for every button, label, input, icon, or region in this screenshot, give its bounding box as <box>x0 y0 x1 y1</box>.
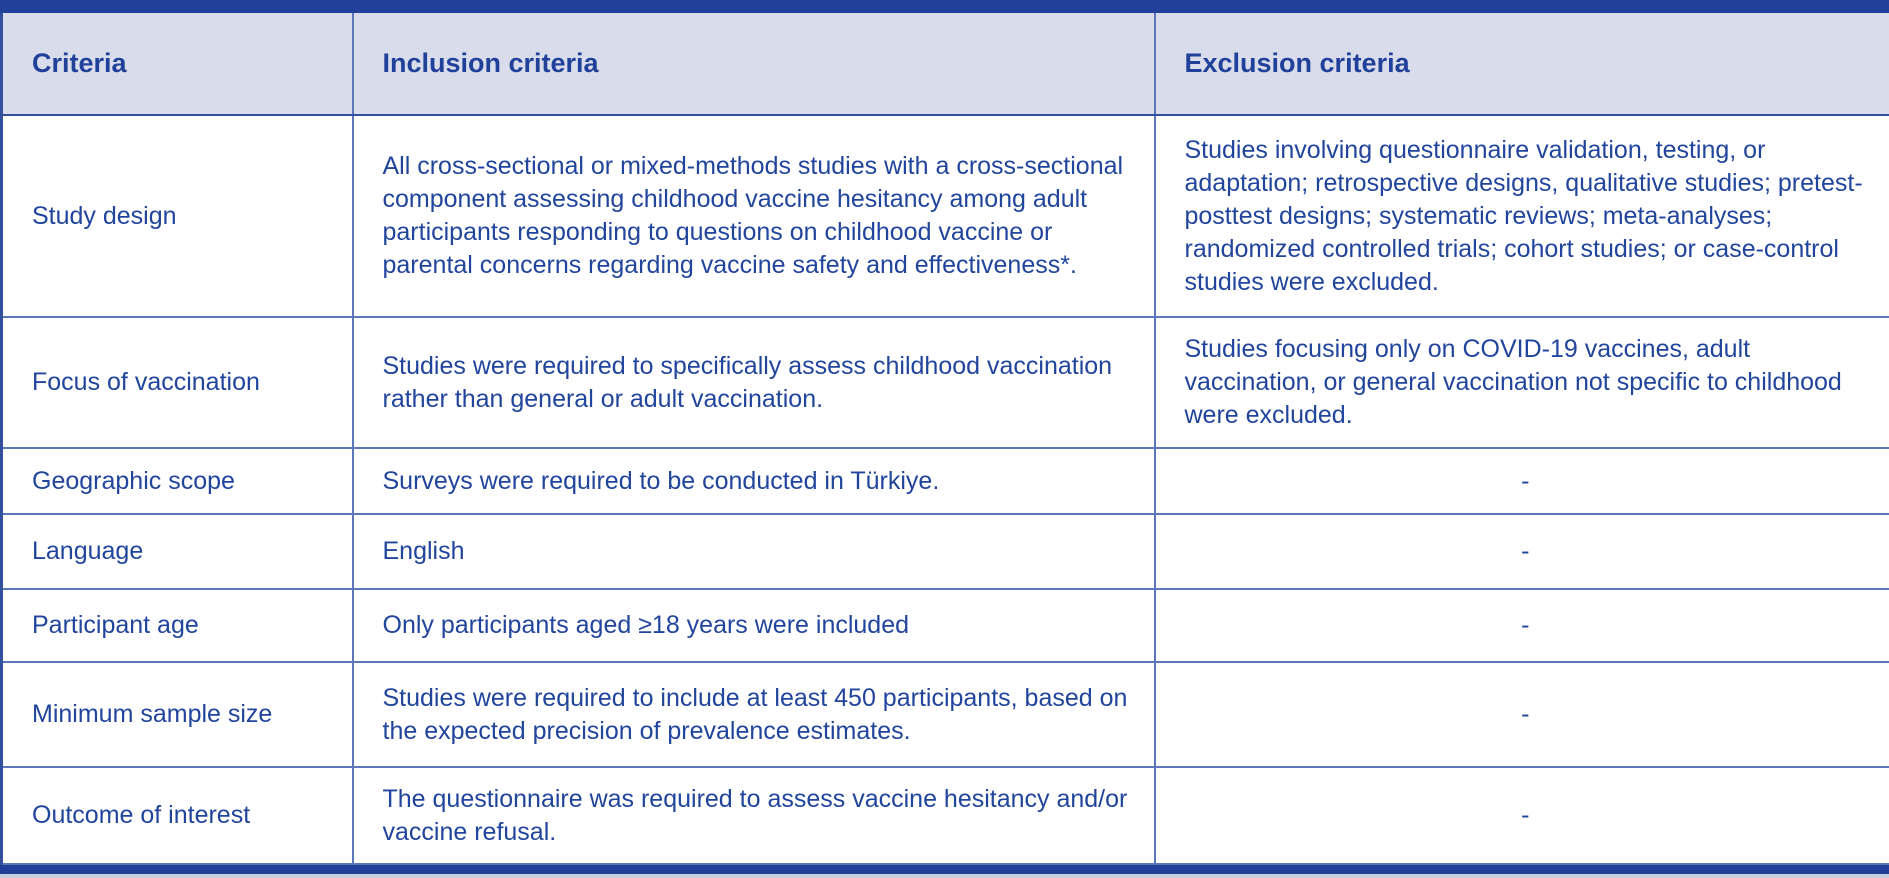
exclusion-cell: - <box>1155 514 1889 589</box>
exclusion-cell: Studies focusing only on COVID-19 vaccines, adult vaccination, or general vaccination not specific to childhood were excluded. <box>1155 317 1889 448</box>
table-row-study-design <box>2 115 1889 317</box>
column-header-inclusion-criteria: Inclusion criteria <box>353 13 1155 115</box>
table-bottom-border <box>0 865 1889 874</box>
table-row-minimum-sample-size <box>2 662 1889 767</box>
table-top-border <box>0 0 1889 13</box>
table-header-row <box>2 13 1889 115</box>
criteria-cell: Participant age <box>2 589 353 662</box>
inclusion-cell: Studies were required to specifically assess childhood vaccination rather than general or adult vaccination. <box>353 317 1155 448</box>
inclusion-cell: English <box>353 514 1155 589</box>
inclusion-cell: Surveys were required to be conducted in Türkiye. <box>353 448 1155 514</box>
exclusion-cell: - <box>1155 448 1889 514</box>
criteria-cell: Geographic scope <box>2 448 353 514</box>
table-row-focus-of-vaccination <box>2 317 1889 448</box>
exclusion-cell: - <box>1155 767 1889 864</box>
criteria-cell: Focus of vaccination <box>2 317 353 448</box>
inclusion-cell: Only participants aged ≥18 years were included <box>353 589 1155 662</box>
table-row-geographic-scope <box>2 448 1889 514</box>
table-row-participant-age <box>2 589 1889 662</box>
exclusion-cell: - <box>1155 589 1889 662</box>
criteria-cell: Study design <box>2 115 353 317</box>
column-header-exclusion-criteria: Exclusion criteria <box>1155 13 1889 115</box>
inclusion-exclusion-criteria-table <box>0 13 1889 865</box>
column-header-criteria: Criteria <box>2 13 353 115</box>
inclusion-cell: Studies were required to include at least 450 participants, based on the expected precision of prevalence estimates. <box>353 662 1155 767</box>
exclusion-cell: - <box>1155 662 1889 767</box>
exclusion-cell: Studies involving questionnaire validation, testing, or adaptation; retrospective designs, qualitative studies; pretest-posttest designs; systematic reviews; meta-analyses; randomized controlled trials; cohort studies; or case-control studies were excluded. <box>1155 115 1889 317</box>
inclusion-cell: The questionnaire was required to assess vaccine hesitancy and/or vaccine refusal. <box>353 767 1155 864</box>
table-row-outcome-of-interest <box>2 767 1889 864</box>
table-row-language <box>2 514 1889 589</box>
table-bottom-light-edge <box>0 874 1889 878</box>
criteria-cell: Language <box>2 514 353 589</box>
criteria-cell: Outcome of interest <box>2 767 353 864</box>
inclusion-cell: All cross-sectional or mixed-methods studies with a cross-sectional component assessing childhood vaccine hesitancy among adult participants responding to questions on childhood vaccine or parental concerns regarding vaccine safety and effectiveness*. <box>353 115 1155 317</box>
criteria-cell: Minimum sample size <box>2 662 353 767</box>
